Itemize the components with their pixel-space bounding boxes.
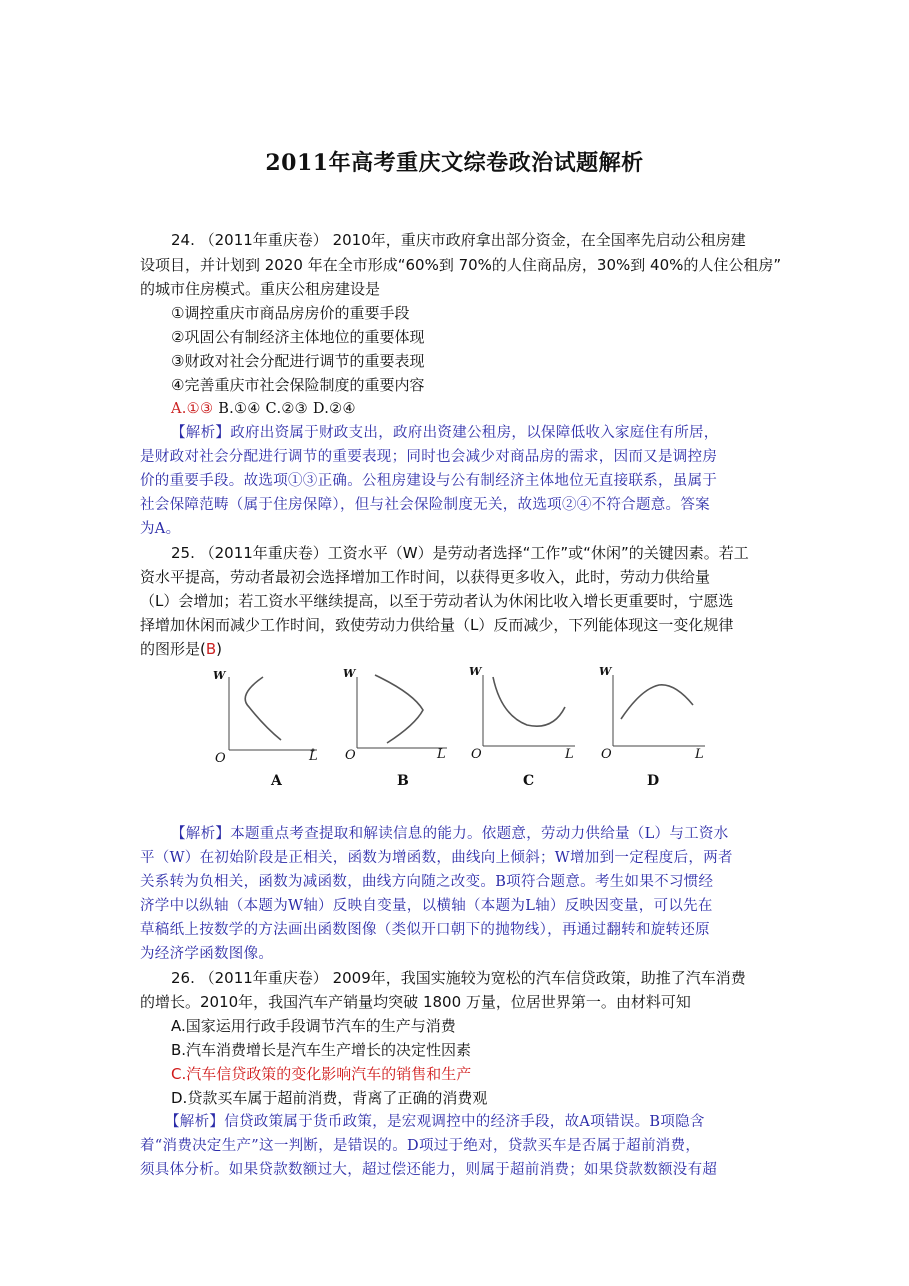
graph-d-label: D [647,773,660,789]
q25-line-1: 25. （2011年重庆卷）工资水平（W）是劳动者选择“工作”或“休闲”的关键因素。若工 [171,544,749,562]
q24-line-2: 设项目，并计划到 2020 年在全市形成“60%到 70%的人住商品房，30%到 40%的人住公租房” [140,256,782,274]
graph-d-curve [621,685,693,719]
graph-c-label: C [523,773,535,789]
graph-a [205,655,325,825]
graph-a-curve [245,677,281,740]
q24-item-1: ①调控重庆市商品房房价的重要手段 [171,304,410,322]
q24-analysis-3: 价的重要手段。故选项①③正确。公租房建设与公有制经济主体地位无直接联系，虽属于 [140,473,718,489]
graph-b-label: B [397,773,409,789]
q24-analysis-2: 是财政对社会分配进行调节的重要表现；同时也会减少对商品房的需求，因而又是调控房 [140,449,718,465]
graph-a-label: A [271,773,282,789]
q24-item-2: ②巩固公有制经济主体地位的重要体现 [171,328,425,346]
q26-option-b: B.汽车消费增长是汽车生产增长的决定性因素 [171,1041,472,1059]
q25-line-3: （L）会增加；若工资水平继续提高，以至于劳动者认为休闲比收入增长更重要时，宁愿选 [140,592,734,610]
q25-line-2: 资水平提高，劳动者最初会选择增加工作时间，以获得更多收入，此时，劳动力供给量 [140,568,711,586]
graph-c-origin: O [471,747,482,762]
q26-analysis-3: 须具体分析。如果贷款数额过大，超过偿还能力，则属于超前消费；如果贷款数额没有超 [140,1162,718,1178]
graph-a-x-label: L [309,749,318,764]
q24-item-3: ③财政对社会分配进行调节的重要表现 [171,352,425,370]
q26-option-c-correct: C.汽车信贷政策的变化影响汽车的销售和生产 [171,1065,472,1083]
graph-c-curve [493,677,565,726]
q24-other-options: B.①④ C.②③ D.②④ [213,401,356,417]
graph-d-origin: O [601,747,612,762]
graph-d [593,655,713,825]
page-title: 2011年高考重庆文综卷政治试题解析 [265,150,644,176]
q24-line-1: 24. （2011年重庆卷） 2010年，重庆市政府拿出部分资金，在全国率先启动公租房建 [171,231,746,249]
q24-item-4: ④完善重庆市社会保险制度的重要内容 [171,376,425,394]
q26-option-a: A.国家运用行政手段调节汽车的生产与消费 [171,1017,456,1035]
q25-analysis-2: 平（W）在初始阶段是正相关，函数为增函数，曲线向上倾斜；W增加到一定程度后，两者 [140,850,733,866]
q25-analysis-1: 【解析】本题重点考查提取和解读信息的能力。依题意，劳动力供给量（L）与工资水 [171,826,729,842]
q24-analysis-5: 为A。 [140,521,181,537]
graph-b-y-label: W [343,667,356,680]
q26-option-d: D.贷款买车属于超前消费，背离了正确的消费观 [171,1089,488,1107]
q25-prompt-close: ) [216,640,223,658]
q24-line-3: 的城市住房模式。重庆公租房建设是 [140,280,381,298]
q26-analysis-2: 着“消费决定生产”这一判断，是错误的。D项过于绝对，贷款买车是否属于超前消费， [140,1138,701,1154]
graph-b-curve [375,675,423,743]
q26-line-1: 26. （2011年重庆卷） 2009年，我国实施较为宽松的汽车信贷政策，助推了汽车消费 [171,969,746,987]
q25-line-4: 择增加休闲而减少工作时间，致使劳动力供给量（L）反而减少，下列能体现这一变化规律 [140,616,734,634]
graph-c-x-label: L [565,747,574,762]
graph-b [335,655,455,825]
graph-b-origin: O [345,748,356,763]
q25-analysis-6: 为经济学函数图像。 [140,946,274,962]
q24-answer-options [171,397,356,421]
graph-a-y-label: W [213,669,226,682]
graph-c [463,655,583,825]
q24-analysis-1: 【解析】政府出资属于财政支出，政府出资建公租房，以保障低收入家庭住有所居， [171,425,719,441]
graph-d-y-label: W [599,665,612,678]
q25-analysis-3: 关系转为负相关，函数为减函数，曲线方向随之改变。B项符合题意。考生如果不习惯经 [140,874,714,890]
q25-prompt: 的图形是( [140,640,206,658]
graph-d-x-label: L [695,747,704,762]
q25-analysis-5: 草稿纸上按数学的方法画出函数图像（类似开口朝下的抛物线），再通过翻转和旋转还原 [140,922,710,938]
graph-b-x-label: L [437,747,446,762]
graph-c-y-label: W [469,665,482,678]
q25-correct-answer: B [205,640,217,658]
q24-correct-answer: A.①③ [171,401,214,417]
q26-analysis-1: 【解析】信贷政策属于货币政策，是宏观调控中的经济手段，故A项错误。B项隐含 [165,1114,705,1130]
q25-analysis-4: 济学中以纵轴（本题为W轴）反映自变量，以横轴（本题为L轴）反映因变量，可以先在 [140,898,713,914]
q24-analysis-4: 社会保障范畴（属于住房保障），但与社会保险制度无关，故选项②④不符合题意。答案 [140,497,710,513]
q26-line-2: 的增长。2010年，我国汽车产销量均突破 1800 万量，位居世界第一。由材料可知 [140,993,691,1011]
graph-a-origin: O [215,751,226,766]
q25-graph-options [205,655,725,825]
